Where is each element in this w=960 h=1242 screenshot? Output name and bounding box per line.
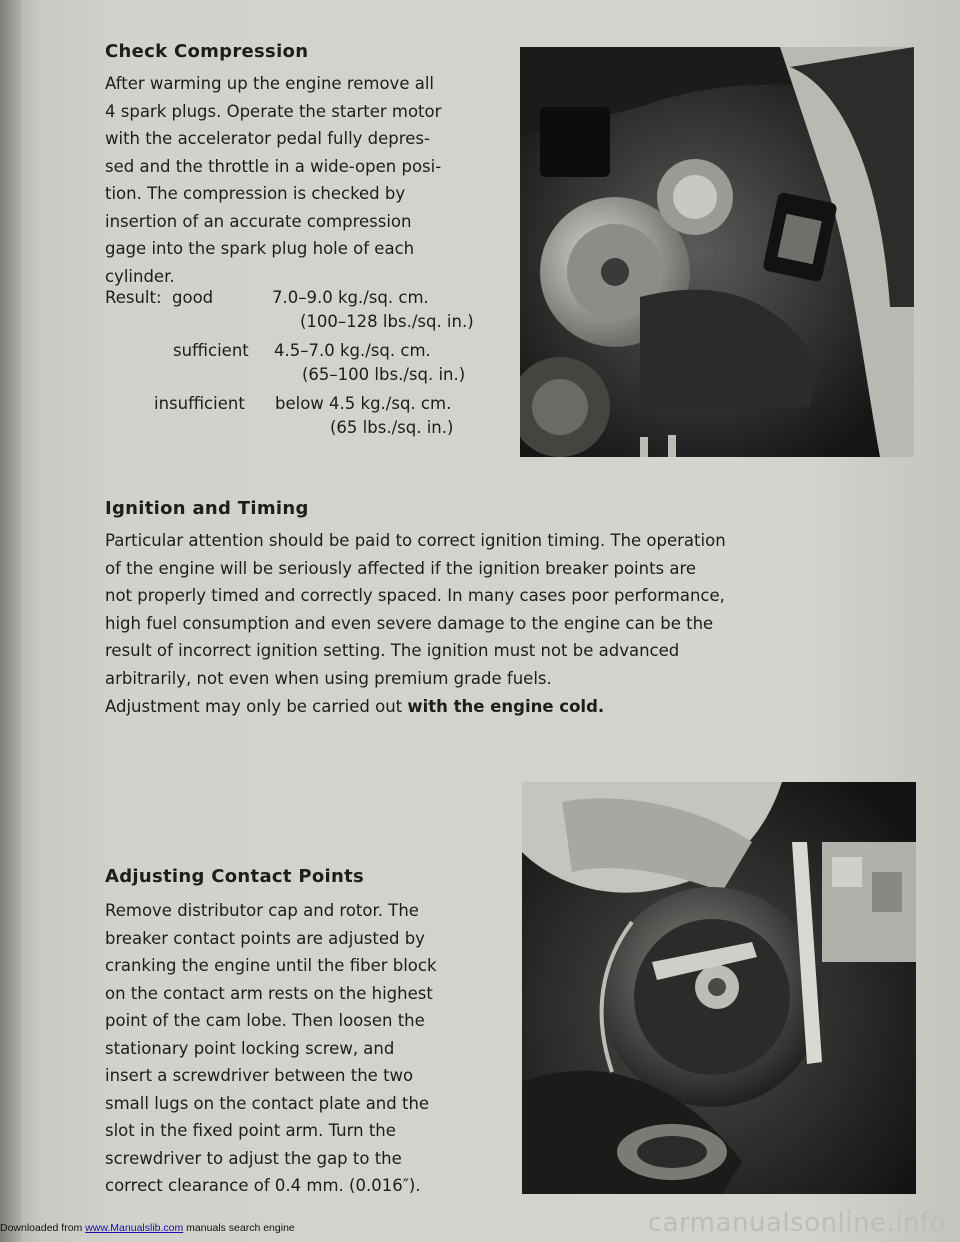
text-line: stationary point locking screw, and xyxy=(105,1038,395,1058)
footer-suffix: manuals search engine xyxy=(183,1222,295,1234)
ignition-timing-heading: Ignition and Timing xyxy=(105,498,309,519)
page-spine-shadow xyxy=(0,0,22,1242)
text-line: After warming up the engine remove all xyxy=(105,74,435,93)
text-line: screwdriver to adjust the gap to the xyxy=(105,1148,402,1168)
result-imperial-insufficient: (65 lbs./sq. in.) xyxy=(330,418,454,437)
text-line: insertion of an accurate compression xyxy=(105,211,412,231)
text-line: 4 spark plugs. Operate the starter motor xyxy=(105,101,442,121)
adjustment-note-emphasis: with the engine cold. xyxy=(407,697,605,716)
result-metric-good: 7.0–9.0 kg./sq. cm. xyxy=(272,288,429,307)
text-line: cranking the engine until the fiber block xyxy=(105,956,437,975)
text-line: gage into the spark plug hole of each xyxy=(105,239,415,258)
adjustment-note xyxy=(105,693,913,721)
result-metric-sufficient: 4.5–7.0 kg./sq. cm. xyxy=(274,341,431,360)
text-line: result of incorrect ignition setting. The ignition must not be advanced xyxy=(105,641,680,660)
engine-photo-graphic xyxy=(520,47,914,457)
distributor-photo xyxy=(522,782,916,1194)
result-imperial-good: (100–128 lbs./sq. in.) xyxy=(300,312,474,331)
download-footer xyxy=(0,1222,295,1234)
text-line: sed and the throttle in a wide-open posi- xyxy=(105,156,442,176)
text-line: tion. The compression is checked by xyxy=(105,184,406,203)
distributor-photo-graphic xyxy=(522,782,916,1194)
adjustment-note-prefix: Adjustment may only be carried out xyxy=(105,697,408,716)
text-line: on the contact arm rests on the highest xyxy=(105,983,433,1003)
text-line: not properly timed and correctly spaced. In many cases poor performance, xyxy=(105,586,725,605)
manualslib-link[interactable]: www.Manualslib.com xyxy=(85,1222,184,1234)
result-grade-insufficient: insufficient xyxy=(154,394,245,413)
text-line: cylinder. xyxy=(105,266,175,286)
footer-prefix: Downloaded from xyxy=(0,1222,86,1234)
result-metric-insufficient: below 4.5 kg./sq. cm. xyxy=(275,394,452,413)
text-line: slot in the fixed point arm. Turn the xyxy=(105,1121,396,1140)
text-line: arbitrarily, not even when using premium grade fuels. xyxy=(105,668,552,688)
text-line: correct clearance of 0.4 mm. (0.016″). xyxy=(105,1176,421,1195)
text-line: point of the cam lobe. Then loosen the xyxy=(105,1011,425,1030)
result-grade-good: good xyxy=(172,288,214,307)
text-line: breaker contact points are adjusted by xyxy=(105,928,425,948)
text-line: insert a screwdriver between the two xyxy=(105,1066,414,1085)
result-grade-sufficient: sufficient xyxy=(173,341,249,360)
text-line: high fuel consumption and even severe damage to the engine can be the xyxy=(105,613,714,633)
ignition-timing-text xyxy=(105,527,913,692)
site-watermark: carmanualsonline.info xyxy=(647,1208,946,1238)
text-line: Particular attention should be paid to correct ignition timing. The operation xyxy=(105,531,726,550)
result-label: Result: xyxy=(105,288,162,307)
engine-photo xyxy=(520,47,914,457)
text-line: small lugs on the contact plate and the xyxy=(105,1093,430,1113)
result-imperial-sufficient: (65–100 lbs./sq. in.) xyxy=(302,365,466,384)
text-line: of the engine will be seriously affected if the ignition breaker points are xyxy=(105,558,697,578)
check-compression-text xyxy=(105,70,458,290)
contact-points-heading: Adjusting Contact Points xyxy=(105,866,364,887)
contact-points-text xyxy=(105,897,458,1200)
text-line: with the accelerator pedal fully depres- xyxy=(105,129,430,148)
check-compression-heading: Check Compression xyxy=(105,41,309,62)
text-line: Remove distributor cap and rotor. The xyxy=(105,901,419,920)
